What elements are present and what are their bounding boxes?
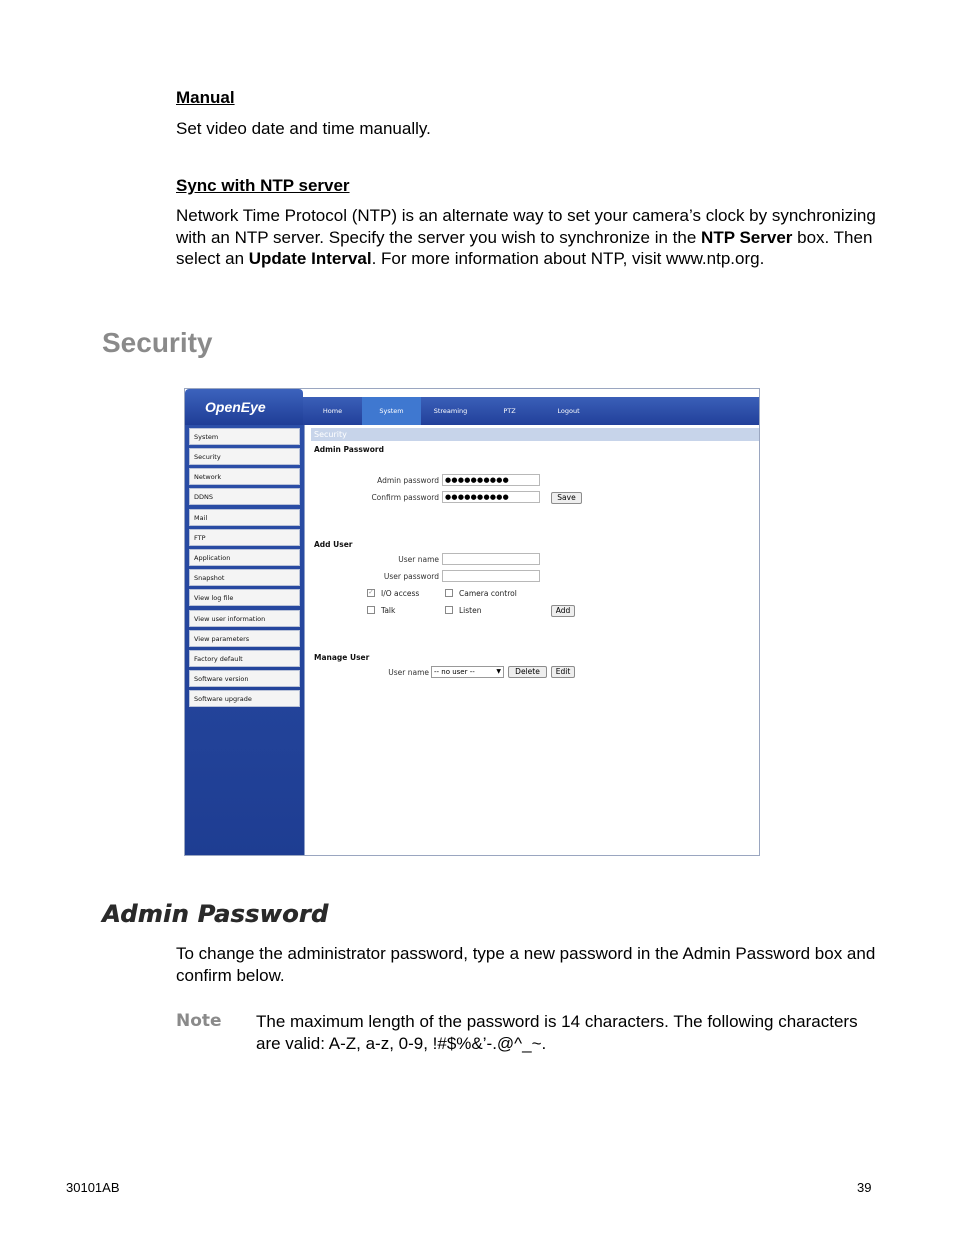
- security-title: Security: [102, 327, 213, 358]
- sidebar-item-security[interactable]: Security: [189, 448, 300, 465]
- sidebar-item-software-upgrade[interactable]: Software upgrade: [189, 690, 300, 707]
- camera-control-label: Camera control: [459, 589, 517, 598]
- admin-password-input[interactable]: ●●●●●●●●●●: [442, 474, 540, 486]
- sidebar-item-snapshot[interactable]: Snapshot: [189, 569, 300, 586]
- security-screenshot: [184, 388, 760, 856]
- talk-checkbox[interactable]: [367, 606, 375, 614]
- nav-streaming[interactable]: Streaming: [433, 407, 468, 415]
- nav-logout[interactable]: Logout: [557, 407, 580, 415]
- io-access-checkbox[interactable]: ✓: [368, 589, 374, 596]
- sidebar-item-factory-default[interactable]: Factory default: [189, 650, 300, 667]
- sidebar-item-ddns[interactable]: DDNS: [189, 488, 300, 505]
- note-label: Note: [176, 1011, 222, 1031]
- content-area: [304, 425, 760, 856]
- listen-checkbox[interactable]: [445, 606, 453, 614]
- admin-password-text: To change the administrator password, type a new password in the Admin Password box and confirm below.: [176, 944, 876, 985]
- listen-label: Listen: [459, 606, 482, 615]
- manage-user-heading: Manage User: [314, 653, 370, 662]
- openeye-logo: OpenEye: [205, 399, 266, 415]
- sidebar-item-view-parameters[interactable]: View parameters: [189, 630, 300, 647]
- manual-text: Set video date and time manually.: [176, 119, 431, 138]
- ntp-text-1: Network Time Protocol (NTP) is an alternate way to set your camera’s clock by synchronizing with an NTP server. Specify the server you wish to synchronize in the: [176, 206, 876, 247]
- talk-label: Talk: [381, 606, 396, 615]
- confirm-password-label: Confirm password: [371, 493, 439, 502]
- add-user-button[interactable]: Add: [551, 605, 575, 617]
- confirm-password-input[interactable]: ●●●●●●●●●●: [442, 491, 540, 503]
- sidebar-item-view-user-information[interactable]: View user information: [189, 610, 300, 627]
- add-username-label: User name: [398, 555, 439, 564]
- nav-system[interactable]: System: [362, 397, 421, 425]
- ntp-heading: Sync with NTP server: [176, 176, 350, 195]
- top-nav: [303, 397, 598, 425]
- nav-home[interactable]: Home: [322, 407, 343, 415]
- logo-cell: [185, 389, 303, 425]
- manage-username-label: User name: [388, 668, 429, 677]
- admin-password-title: Admin Password: [102, 900, 329, 928]
- sidebar-item-software-version[interactable]: Software version: [189, 670, 300, 687]
- edit-button[interactable]: Edit: [551, 666, 575, 678]
- page-number: 39: [857, 1180, 872, 1195]
- sidebar-item-application[interactable]: Application: [189, 549, 300, 566]
- sidebar-item-network[interactable]: Network: [189, 468, 300, 485]
- section-bar: Security: [311, 428, 760, 441]
- camera-control-checkbox[interactable]: [445, 589, 453, 597]
- save-button[interactable]: Save: [551, 492, 582, 504]
- ntp-paragraph: [176, 205, 901, 270]
- admin-password-heading: Admin Password: [314, 445, 384, 454]
- sidebar-item-system[interactable]: System: [189, 428, 300, 445]
- sidebar-item-mail[interactable]: Mail: [189, 509, 300, 526]
- note-text: The maximum length of the password is 14 characters. The following characters are valid: A-Z, a-z, 0-9, !#$%&’-.@^_~.: [256, 1012, 858, 1053]
- add-password-label: User password: [383, 572, 439, 581]
- manual-heading: Manual: [176, 88, 235, 107]
- footer-doc-id: 30101AB: [66, 1180, 120, 1195]
- ntp-bold-ntp-server: NTP Server: [701, 227, 793, 247]
- admin-password-label: Admin password: [377, 476, 439, 485]
- user-select[interactable]: [431, 666, 504, 678]
- io-access-label: I/O access: [381, 589, 420, 598]
- sidebar-item-view-log-file[interactable]: View log file: [189, 589, 300, 606]
- sidebar: [185, 425, 304, 856]
- nav-ptz[interactable]: PTZ: [503, 407, 516, 415]
- ntp-bold-update-interval: Update Interval: [248, 249, 372, 268]
- delete-button[interactable]: Delete: [508, 666, 547, 678]
- add-username-input[interactable]: [442, 553, 540, 565]
- user-select-value: -- no user --: [434, 668, 475, 676]
- sidebar-item-ftp[interactable]: FTP: [189, 529, 300, 546]
- chevron-down-icon: ▼: [496, 668, 501, 675]
- add-password-input[interactable]: [442, 570, 540, 582]
- add-user-heading: Add User: [314, 540, 353, 549]
- ntp-text-3: . For more information about NTP, visit www.ntp.org.: [371, 249, 765, 268]
- ntp-text-2: box. Then select an: [176, 227, 873, 268]
